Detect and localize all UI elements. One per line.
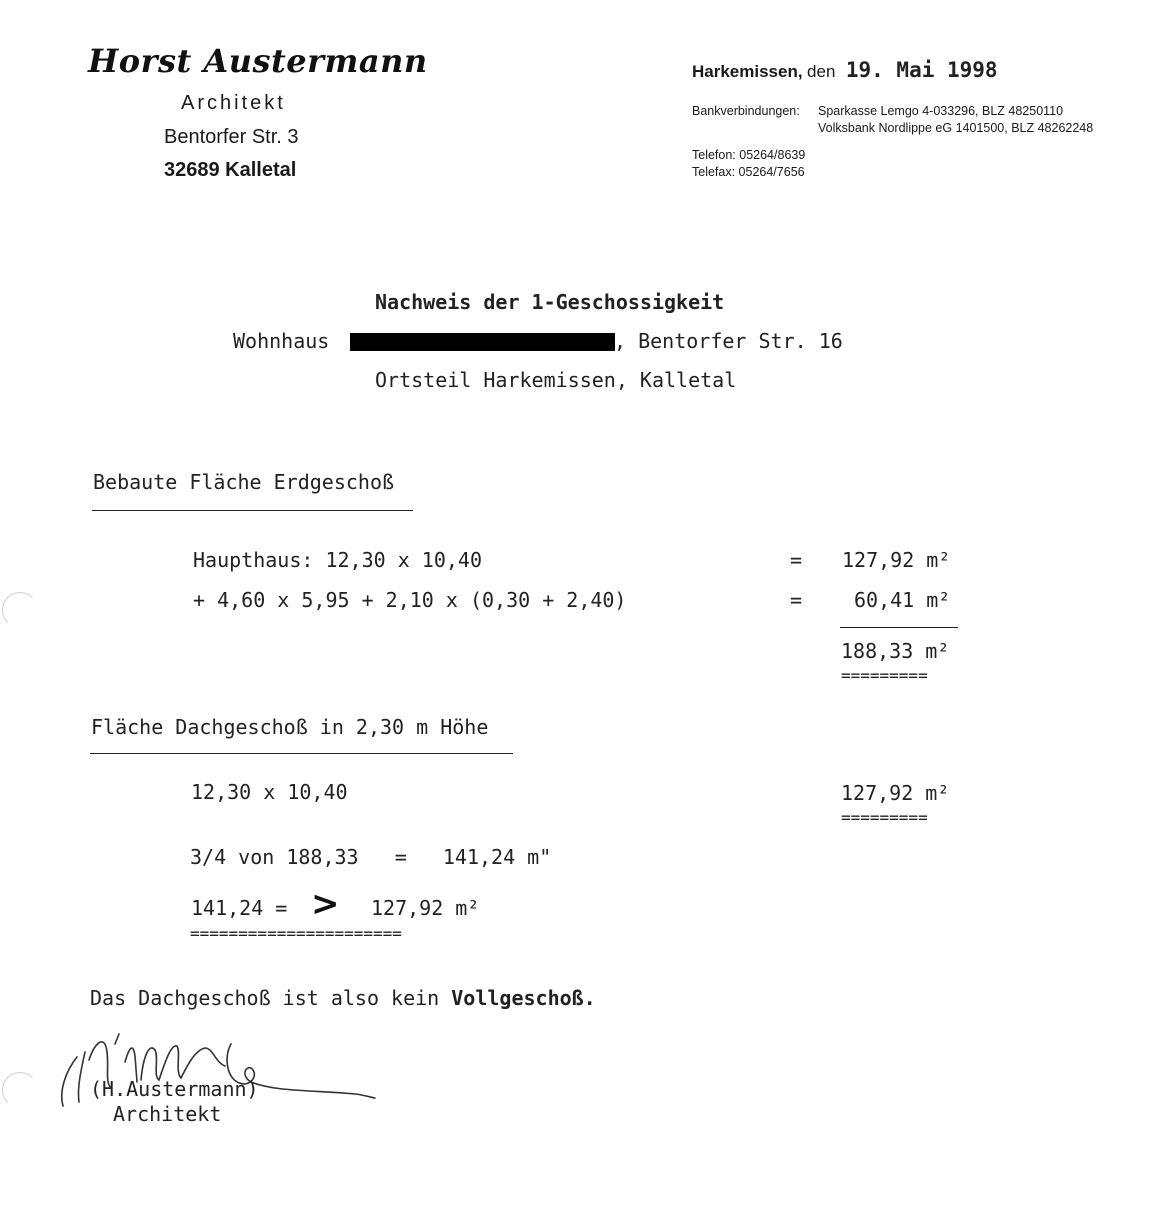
conclusion <box>90 986 596 1010</box>
row-1-result: 127,92 m² <box>842 548 951 572</box>
dateline-date: 19. Mai 1998 <box>845 58 998 82</box>
row-2-result: 60,41 m² <box>854 588 951 612</box>
heading-line-3: Ortsteil Harkemissen, Kalletal <box>375 368 737 392</box>
section-2-title: Fläche Dachgeschoß in 2,30 m Höhe <box>91 715 489 739</box>
dateline-den: den <box>807 62 836 81</box>
heading-line-2-suffix: , Bentorfer Str. 16 <box>614 329 843 353</box>
punch-hole-mark-top <box>2 592 38 628</box>
signature-role: Architekt <box>113 1102 222 1126</box>
section-1-total-underline: ========= <box>841 666 928 685</box>
telefax: Telefax: 05264/7656 <box>692 165 805 179</box>
sum-line <box>840 627 958 628</box>
section-1-total: 188,33 m² <box>841 639 950 663</box>
dateline <box>692 58 998 82</box>
conclusion-text: Das Dachgeschoß ist also kein <box>90 986 452 1010</box>
row-1-calc: Haupthaus: 12,30 x 10,40 <box>193 548 482 572</box>
letterhead-city: 32689 Kalletal <box>164 159 297 181</box>
heading-line-2-prefix: Wohnhaus <box>233 329 330 353</box>
row-1-equals: = <box>790 548 803 572</box>
telefon: Telefon: 05264/8639 <box>692 148 806 162</box>
bank-line-2: Volksbank Nordlippe eG 1401500, BLZ 48262248 <box>818 121 1094 135</box>
row-2-calc: + 4,60 x 5,95 + 2,10 x (0,30 + 2,40) <box>193 588 627 612</box>
letterhead-title: Architekt <box>181 92 286 114</box>
compare-left: 141,24 = <box>191 896 288 920</box>
ratio-line: 3/4 von 188,33 = 141,24 m" <box>190 845 552 869</box>
conclusion-bold: Vollgeschoß. <box>451 986 596 1010</box>
document-title: Nachweis der 1-Geschossigkeit <box>375 290 725 314</box>
redaction-bar <box>350 333 615 351</box>
dg-result: 127,92 m² <box>841 781 950 805</box>
dateline-place: Harkemissen, <box>692 62 803 81</box>
bank-line-1: Sparkasse Lemgo 4-033296, BLZ 48250110 <box>818 104 1064 118</box>
bank-label: Bankverbindungen: <box>692 104 800 118</box>
compare-underline: ====================== <box>190 924 402 943</box>
compare-right: 127,92 m² <box>371 896 480 920</box>
letterhead-street: Bentorfer Str. 3 <box>164 126 299 148</box>
signature-name: (H.Austermann) <box>90 1077 259 1101</box>
section-1-title: Bebaute Fläche Erdgeschoß <box>93 470 395 494</box>
dg-result-underline: ========= <box>841 808 928 827</box>
greater-than-symbol: > <box>311 884 340 924</box>
dg-calc: 12,30 x 10,40 <box>191 780 348 804</box>
punch-hole-mark-bottom <box>2 1072 38 1108</box>
section-2-underline <box>90 753 513 754</box>
letterhead-name: Horst Austermann <box>88 42 428 80</box>
row-2-equals: = <box>790 588 803 612</box>
section-1-underline <box>92 510 413 511</box>
